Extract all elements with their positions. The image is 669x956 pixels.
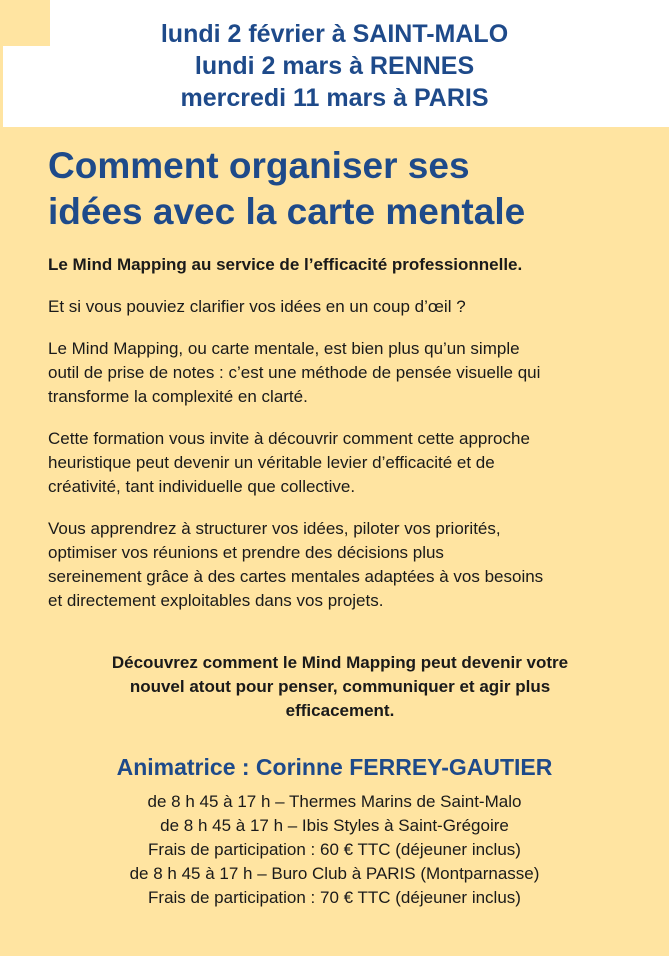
paragraph-line: heuristique peut devenir un véritable levier d’efficacité et de xyxy=(48,453,495,472)
cta-line: efficacement. xyxy=(285,701,395,720)
date-line: lundi 2 février à SAINT-MALO xyxy=(160,20,509,48)
page-title xyxy=(48,143,648,235)
paragraph-line: Cette formation vous invite à découvrir comment cette approche xyxy=(48,429,530,448)
title-line: Comment organiser ses xyxy=(48,145,470,186)
paragraph-line: Et si vous pouviez clarifier vos idées en un coup d’œil ? xyxy=(48,297,466,316)
date-line: mercredi 11 mars à PARIS xyxy=(180,84,489,112)
title-line: idées avec la carte mentale xyxy=(48,191,526,232)
detail-line: de 8 h 45 à 17 h – Buro Club à PARIS (Montparnasse) xyxy=(129,864,540,883)
paragraph xyxy=(48,295,648,319)
detail-line: Frais de participation : 70 € TTC (déjeuner inclus) xyxy=(148,888,521,907)
paragraph-line: et directement exploitables dans vos projets. xyxy=(48,591,384,610)
session-details xyxy=(0,790,669,910)
cta-line: Découvrez comment le Mind Mapping peut devenir votre xyxy=(111,653,569,672)
paragraph-line: transforme la complexité en clarté. xyxy=(48,387,308,406)
paragraph-line: créativité, tant individuelle que collective. xyxy=(48,477,356,496)
date-line: lundi 2 mars à RENNES xyxy=(194,52,475,80)
trainer-heading: Animatrice : Corinne FERREY-GAUTIER xyxy=(116,754,553,780)
detail-line: Frais de participation : 60 € TTC (déjeuner inclus) xyxy=(148,840,521,859)
detail-line: de 8 h 45 à 17 h – Thermes Marins de Saint-Malo xyxy=(147,792,522,811)
paragraph xyxy=(48,337,648,409)
call-to-action xyxy=(40,651,640,723)
body-text xyxy=(48,253,648,613)
paragraph-line: Le Mind Mapping, ou carte mentale, est bien plus qu’un simple xyxy=(48,339,520,358)
paragraph-line: optimiser vos réunions et prendre des décisions plus xyxy=(48,543,444,562)
detail-line: de 8 h 45 à 17 h – Ibis Styles à Saint-Grégoire xyxy=(160,816,509,835)
session-dates xyxy=(0,18,669,114)
paragraph xyxy=(48,517,648,613)
paragraph-line: sereinement grâce à des cartes mentales adaptées à vos besoins xyxy=(48,567,544,586)
paragraph-line: outil de prise de notes : c’est une méthode de pensée visuelle qui xyxy=(48,363,541,382)
lead-sentence: Le Mind Mapping au service de l’efficacité professionnelle. xyxy=(48,255,523,274)
paragraph xyxy=(48,427,648,499)
cta-line: nouvel atout pour penser, communiquer et agir plus xyxy=(129,677,551,696)
paragraph-line: Vous apprendrez à structurer vos idées, piloter vos priorités, xyxy=(48,519,501,538)
